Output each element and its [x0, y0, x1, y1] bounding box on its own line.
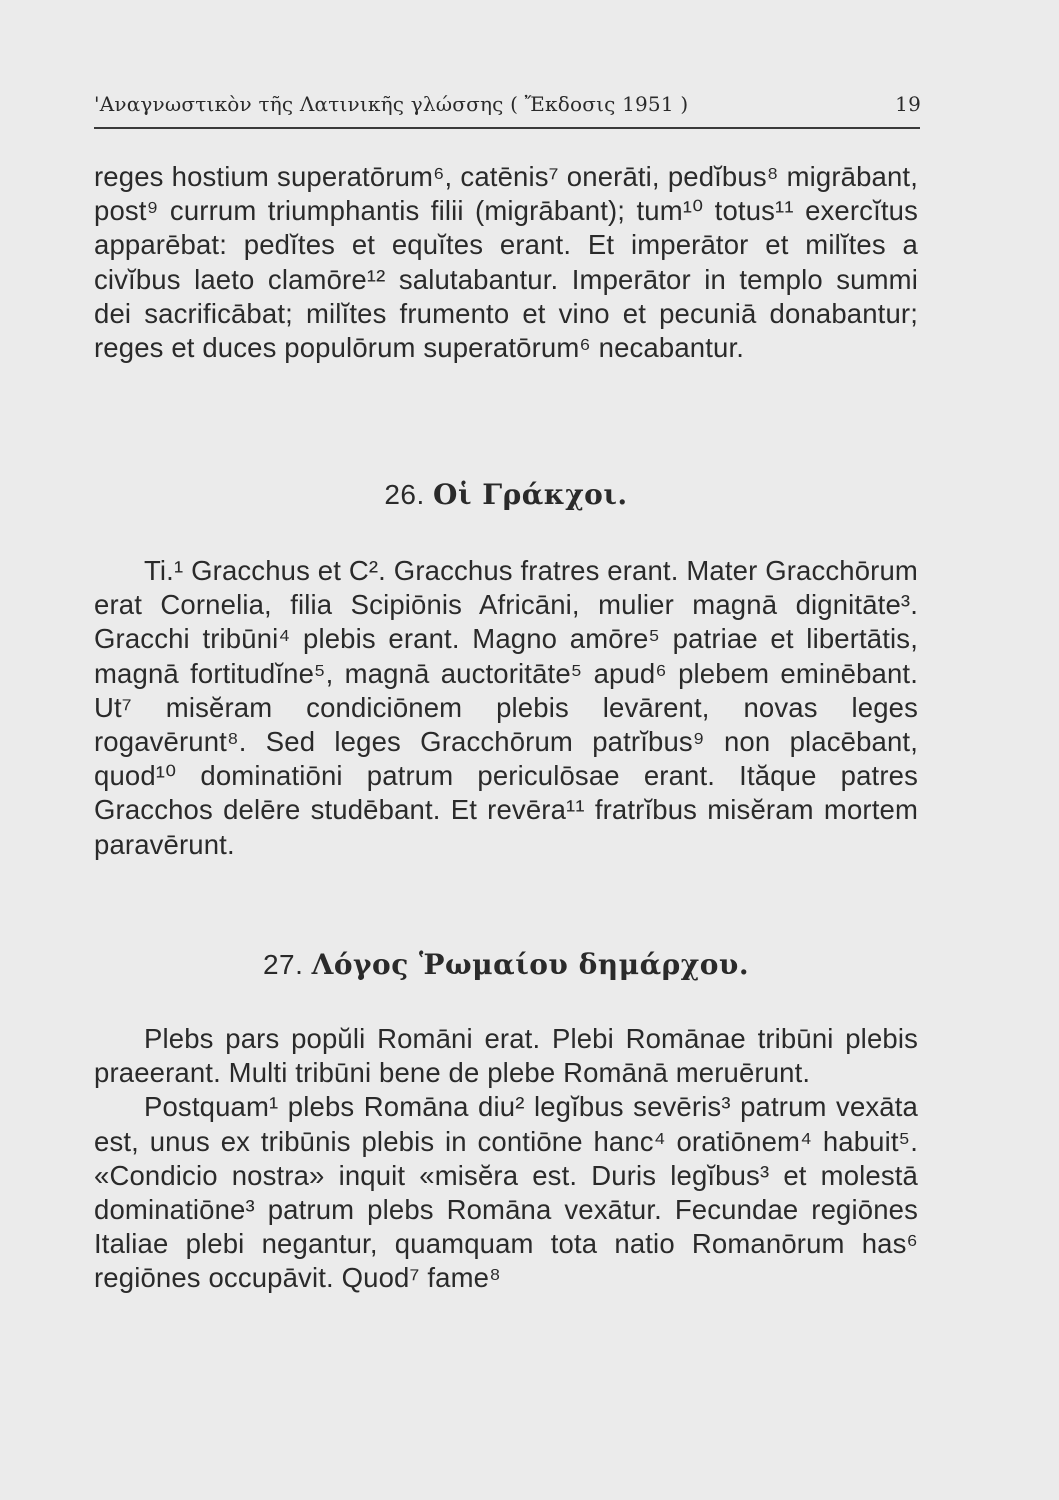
- section-27-number: 27.: [262, 949, 304, 980]
- section-26-paragraph: Ti.¹ Gracchus et C². Gracchus fratres erant. Mater Gracchōrum erat Cornelia, filia Scipiōnis Africāni, mulier magnā dignitāte³. Gracchi tribūni⁴ plebis erant. Magno amōre⁵ patriae et libertātis, magnā fortitudĭne⁵, magnā auctoritāte⁵ apud⁶ plebem eminēbant. Ut⁷ misĕram condiciōnem plebis levārent, novas leges rogavērunt⁸. Sed leges Gracchōrum patrĭbus⁹ non placēbant, quod¹⁰ dominatiōni patrum periculōsae erant. Ităque patres Gracchos delēre studēbant. Et revēra¹¹ fratrĭbus misĕram mortem paravērunt.: [94, 555, 918, 860]
- section-26-title: Οἱ Γράκχοι.: [433, 478, 628, 511]
- page-number: 19: [895, 92, 921, 116]
- section-27-heading: [94, 948, 918, 982]
- section-26-body: [94, 554, 918, 862]
- section-26-number: 26.: [384, 479, 425, 510]
- running-head: [94, 92, 921, 116]
- section-27-paragraph-2: Postquam¹ plebs Romāna diu² legĭbus sevēris³ patrum vexāta est, unus ex tribūnis plebis in contiōne hanc⁴ oratiōnem⁴ habuit⁵. «Condicio nostra» inquit «misĕra est. Duris legĭbus³ et molestā dominatiōne³ patrum plebs Romāna vexātur. Fecundae regiōnes Italiae plebi negantur, quamquam tota natio Romanōrum has⁶ regiōnes occupāvit. Quod⁷ fame⁸: [94, 1091, 918, 1294]
- section-26-heading: [94, 478, 918, 512]
- section-27-title: Λόγος Ῥωμαίου δημάρχου.: [311, 948, 750, 981]
- running-head-title: 'Αναγνωστικὸν τῆς Λατινικῆς γλώσσης ( Ἔκδοσις 1951 ): [94, 92, 689, 116]
- continuation-paragraph: reges hostium superatōrum⁶, catēnis⁷ onerāti, pedĭbus⁸ migrābant, post⁹ currum triumphantis filii (migrābant); tum¹⁰ totus¹¹ exercĭtus apparēbat: pedĭtes et equĭtes erant. Et imperātor et milĭtes a civĭbus laeto clamōre¹² salutabantur. Imperātor in templo summi dei sacrificābat; milĭtes frumento et vino et pecuniā donabantur; reges et duces populōrum superatōrum⁶ necabantur.: [94, 161, 918, 364]
- continuation-block: [94, 160, 918, 365]
- section-27-body: [94, 1022, 918, 1296]
- section-27-paragraph-1: Plebs pars popŭli Romāni erat. Plebi Romānae tribūni plebis praeerant. Multi tribūni bene de plebe Romānā meruērunt.: [94, 1023, 918, 1089]
- header-rule: [94, 127, 920, 129]
